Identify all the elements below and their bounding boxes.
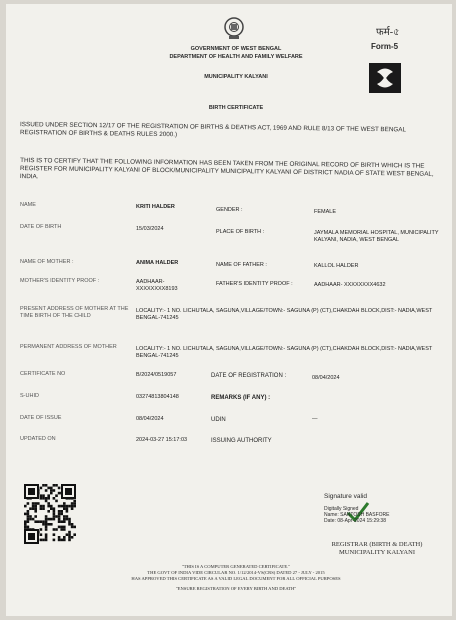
municipality-title: MUNICIPALITY KALYANI: [204, 74, 268, 80]
issued-statement: ISSUED UNDER SECTION 12/17 OF THE REGISTRATION OF BIRTHS & DEATHS ACT, 1969 AND RULE 8/13 OF THE WEST BENGAL REGISTRATION OF BIRTHS & DEATHS RULES 2000.): [19, 121, 406, 139]
footer-line-1: "THIS IS A COMPUTER GENERATED CERTIFICATE.": [181, 564, 291, 569]
footer-line-2: THE GOVT OF INDIA VIDE CIRCULAR NO. 1/12/2014-VS(CRS) DATED 27 - JULY - 2015: [147, 570, 325, 575]
birth-certificate-document: [6, 4, 452, 616]
dob-label: DATE OF BIRTH: [20, 224, 62, 230]
registrar-municipality: MUNICIPALITY KALYANI: [339, 549, 415, 556]
gender-label: GENDER :: [216, 207, 243, 213]
udin-label: UDIN: [211, 417, 226, 423]
permanent-address-label: PERMANENT ADDRESS OF MOTHER: [20, 344, 117, 350]
present-address-value: LOCALITY:- 1 NO. LICHUTALA, SAGUNA,VILLAGE/TOWN:- SAGUNA (P) (CT),CHAKDAH BLOCK,DIST:- NADIA,WEST BENGAL-741245: [136, 308, 433, 321]
father-label: NAME OF FATHER :: [216, 262, 267, 268]
footer-line-3: HAS APPROVED THIS CERTIFICATE AS A VALID LEGAL DOCUMENT FOR ALL OFFICIAL PURPOSES: [131, 576, 341, 581]
issue-date-value: 08/04/2024: [136, 416, 164, 422]
updated-on-label: UPDATED ON: [20, 436, 56, 442]
father-id-label: FATHER'S IDENTITY PROOF :: [216, 281, 293, 287]
mother-label: NAME OF MOTHER :: [20, 259, 74, 265]
footer-line-4: "ENSURE REGISTRATION OF EVERY BIRTH AND DEATH": [175, 586, 297, 591]
certificate-no-label: CERTIFICATE NO: [20, 371, 66, 377]
father-value: KALLOL HALDER: [314, 263, 359, 269]
updated-on-value: 2024-03-27 15:17:03: [136, 437, 188, 443]
present-address-label: PRESENT ADDRESS OF MOTHER AT THE TIME BIRTH OF THE CHILD: [20, 306, 129, 319]
name-label: NAME: [20, 202, 36, 208]
certificate-no-value: B/2024/0519057: [136, 372, 177, 378]
mother-value: ANIMA HALDER: [136, 260, 179, 266]
registration-date-label: DATE OF REGISTRATION :: [211, 373, 287, 379]
pob-label: PLACE OF BIRTH :: [216, 229, 265, 235]
department-title: DEPARTMENT OF HEALTH AND FAMILY WELFARE: [169, 54, 303, 60]
gender-value: FEMALE: [314, 209, 337, 215]
uhid-label: S-UHID: [20, 393, 39, 399]
dob-value: 15/03/2024: [136, 226, 164, 232]
udin-value: —: [312, 416, 318, 422]
signature-date: Date: 08-Apr-2024 15:29:38: [324, 518, 386, 524]
government-title: GOVERNMENT OF WEST BENGAL: [190, 46, 282, 52]
father-id-value: AADHAAR- XXXXXXXX4632: [314, 282, 386, 288]
uhid-value: 03274813804148: [136, 394, 179, 400]
pob-value: JAYMALA MEMORIAL HOSPITAL, MUNICIPALITY KALYANI, NADIA, WEST BENGAL: [314, 230, 439, 243]
registration-logo-icon: [368, 62, 402, 94]
mother-id-label: MOTHER'S IDENTITY PROOF :: [20, 278, 100, 284]
registration-date-value: 08/04/2024: [312, 375, 340, 381]
digitally-signed-text: Digitally Signed: [324, 506, 359, 512]
certificate-title: BIRTH CERTIFICATE: [208, 105, 264, 111]
signature-valid-text: Signature valid: [324, 493, 367, 500]
permanent-address-value: LOCALITY:- 1 NO. LICHUTALA, SAGUNA,VILLAGE/TOWN:- SAGUNA (P) (CT),CHAKDAH BLOCK,DIST:- NADIA,WEST BENGAL-741245: [136, 346, 433, 359]
signer-name: Name: SANTOSH BASFORE: [324, 512, 390, 518]
remarks-label: REMARKS (IF ANY) :: [211, 395, 271, 401]
form-number-hindi: फर्म-৫: [376, 27, 400, 38]
form-number: Form-5: [371, 42, 399, 51]
registrar-title: REGISTRAR (BIRTH & DEATH): [331, 541, 423, 548]
issuing-authority-label: ISSUING AUTHORITY: [211, 438, 272, 444]
mother-id-value: AADHAAR- XXXXXXXX8193: [136, 279, 178, 292]
name-value: KRITI HALDER: [136, 204, 175, 210]
certify-statement: THIS IS TO CERTIFY THAT THE FOLLOWING INFORMATION HAS BEEN TAKEN FROM THE ORIGINAL RECORD OF BIRTH WHICH IS THE REGISTER FOR MUNICIPALITY KALYANI OF BLOCK/MUNICIPALITY MUNICIPALITY KALYANI OF DISTRICT NADIA OF STATE WEST BENGAL, INDIA.: [19, 157, 434, 181]
qr-code-icon: [24, 484, 76, 544]
state-emblem-icon: [223, 16, 245, 40]
issue-date-label: DATE OF ISSUE: [20, 415, 62, 421]
